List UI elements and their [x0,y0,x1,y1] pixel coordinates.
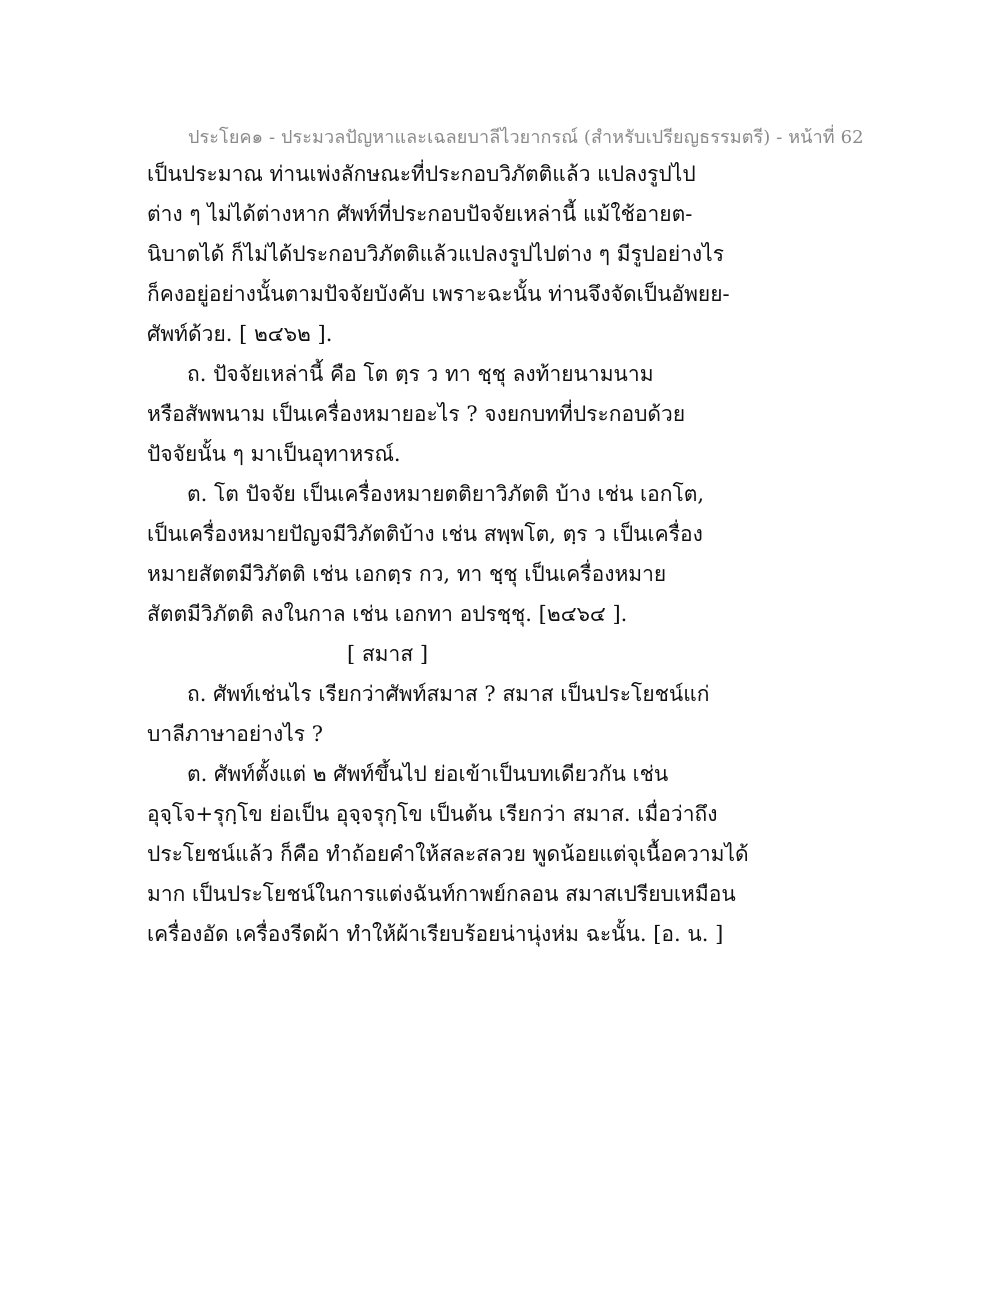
text-line: ก็คงอยู่อย่างนั้นตามปัจจัยบังคับ เพราะฉะนั้น ท่านจึงจัดเป็นอัพยย- [147,282,730,306]
text-line: บาลีภาษาอย่างไร ? [147,722,323,746]
text-line: สัตตมีวิภัตติ ลงในกาล เช่น เอกทา อปรชฺชุ. [๒๔๖๔ ]. [147,602,628,626]
text-line: เครื่องอัด เครื่องรีดผ้า ทำให้ผ้าเรียบร้อยน่านุ่งห่ม ฉะนั้น. [อ. น. ] [147,922,724,946]
text-line: ต่าง ๆ ไม่ได้ต่างหาก ศัพท์ที่ประกอบปัจจัยเหล่านี้ แม้ใช้อายต- [147,202,693,226]
section-heading: [ สมาส ] [347,642,429,666]
text-line: ประโยชน์แล้ว ก็คือ ทำถ้อยคำให้สละสลวย พูดน้อยแต่จุเนื้อความได้ [147,842,749,866]
answer-line: ต. โต ปัจจัย เป็นเครื่องหมายตติยาวิภัตติ บ้าง เช่น เอกโต, [187,482,705,506]
text-line: นิบาตได้ ก็ไม่ได้ประกอบวิภัตติแล้วแปลงรูปไปต่าง ๆ มีรูปอย่างไร [147,242,725,266]
text-line: เป็นเครื่องหมายปัญจมีวิภัตติบ้าง เช่น สพฺพโต, ตฺร ว เป็นเครื่อง [147,522,703,546]
text-line: มาก เป็นประโยชน์ในการแต่งฉันท์กาพย์กลอน สมาสเปรียบเหมือน [147,882,736,906]
page-header: ประโยค๑ - ประมวลปัญหาและเฉลยบาลีไวยากรณ์ (สำหรับเปรียญธรรมตรี) - หน้าที่ 62 [188,127,864,148]
text-line: ศัพท์ด้วย. [ ๒๔๖๒ ]. [147,322,333,346]
answer-line: ต. ศัพท์ตั้งแต่ ๒ ศัพท์ขึ้นไป ย่อเข้าเป็นบทเดียวกัน เช่น [187,762,669,786]
text-line: หรือสัพพนาม เป็นเครื่องหมายอะไร ? จงยกบทที่ประกอบด้วย [147,402,686,426]
body-text [147,154,847,954]
text-line: เป็นประมาณ ท่านเพ่งลักษณะที่ประกอบวิภัตติแล้ว แปลงรูปไป [147,162,696,186]
text-line: หมายสัตตมีวิภัตติ เช่น เอกตฺร กว, ทา ชฺชุ เป็นเครื่องหมาย [147,562,667,586]
question-line: ถ. ปัจจัยเหล่านี้ คือ โต ตฺร ว ทา ชฺชุ ลงท้ายนามนาม [187,362,654,386]
question-line: ถ. ศัพท์เช่นไร เรียกว่าศัพท์สมาส ? สมาส เป็นประโยชน์แก่ [187,682,710,706]
text-line: อุจฺโจ+รุกฺโข ย่อเป็น อุจฺจรุกฺโข เป็นต้น เรียกว่า สมาส. เมื่อว่าถึง [147,802,718,826]
text-line: ปัจจัยนั้น ๆ มาเป็นอุทาหรณ์. [147,442,401,466]
